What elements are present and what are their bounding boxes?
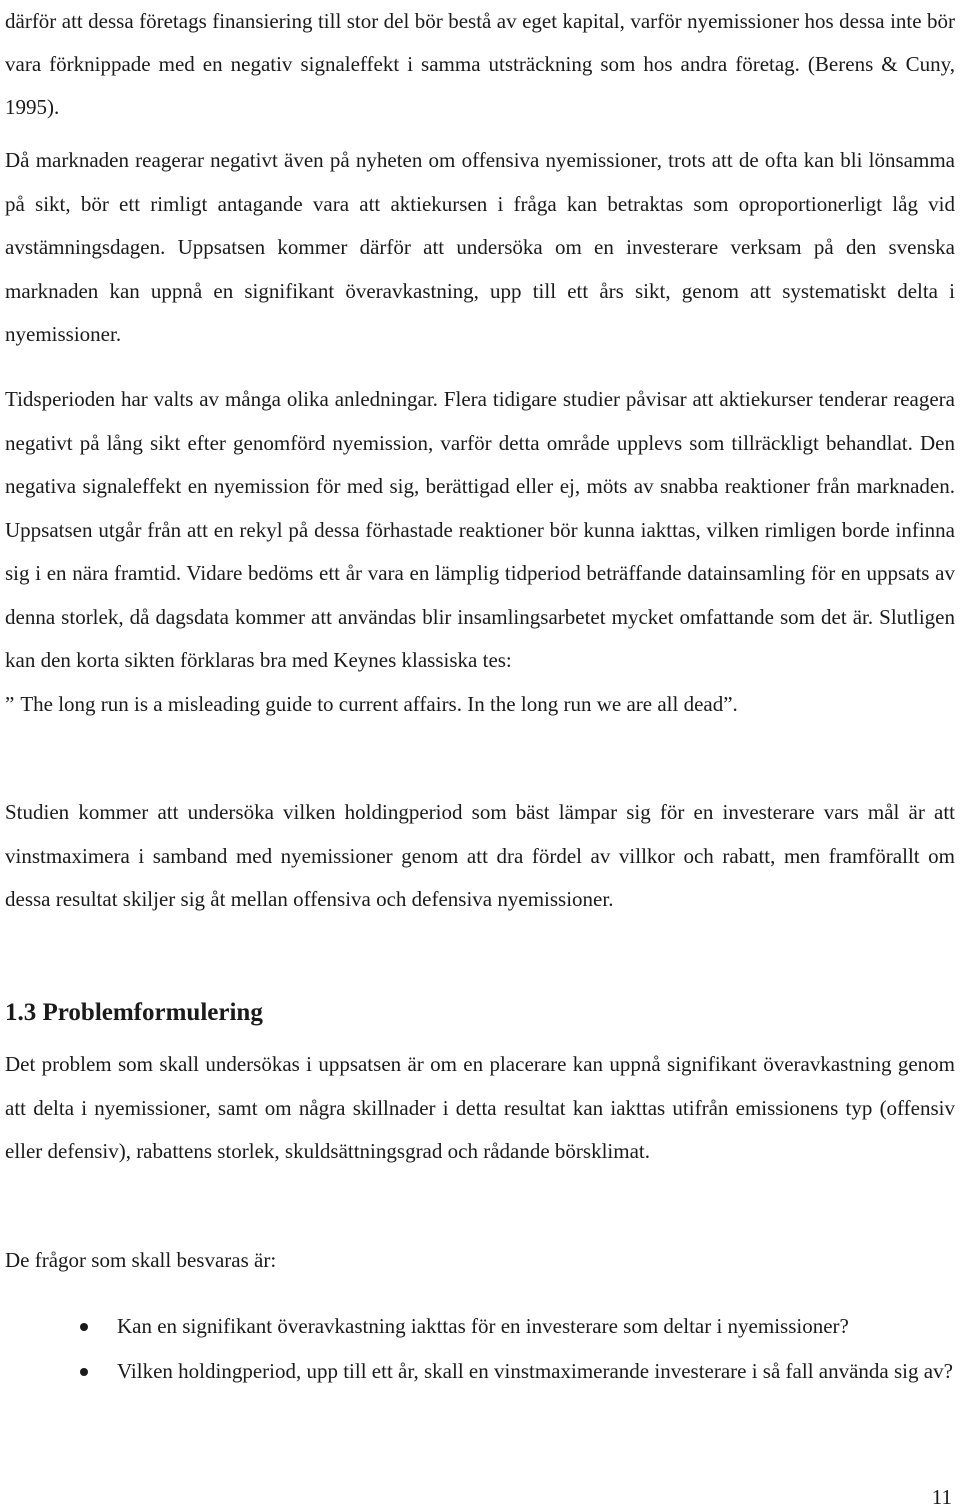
list-item bbox=[0, 1350, 955, 1394]
list-item bbox=[0, 1305, 955, 1349]
paragraph-questions-intro: De frågor som skall besvaras är: bbox=[5, 1248, 277, 1272]
section-heading: 1.3 Problemformulering bbox=[5, 999, 263, 1026]
questions-list bbox=[0, 1305, 960, 1394]
page-number: 11 bbox=[931, 1485, 952, 1509]
paragraph-time-period-text: Tidsperioden har valts av många olika anledningar. Flera tidigare studier påvisar att aktiekurser tenderar reagera negativt på lång sikt efter genomförd nyemission, varför detta område upplevs som tillräckligt behandlat. Den negativa signaleffekt en nyemission för med sig, berättigad eller ej, möts av snabba reaktioner från marknaden. Uppsatsen utgår från att en rekyl på dessa förhastade reaktioner bör kunna iakttas, vilken rimligen borde infinna sig i en nära framtid. Vidare bedöms ett år vara en lämplig tidperiod beträffande datainsamling för en uppsats av denna storlek, då dagsdata kommer att användas blir insamlingsarbetet mycket omfattande som det är. Slutligen kan den korta sikten förklaras bra med Keynes klassiska tes: bbox=[5, 387, 955, 672]
paragraph-time-period bbox=[5, 378, 955, 726]
keynes-quote: The long run is a misleading guide to current affairs. In the long run we are all dead bbox=[20, 691, 724, 716]
quote-close-mark: ”. bbox=[723, 691, 738, 716]
question-text: Kan en signifikant överavkastning iakttas för en investerare som deltar i nyemissioner? bbox=[117, 1314, 849, 1338]
quote-open-mark: ” bbox=[5, 691, 15, 716]
paragraph-hypothesis: Då marknaden reagerar negativt även på nyheten om offensiva nyemissioner, trots att de ofta kan bli lönsamma på sikt, bör ett rimligt antagande vara att aktiekursen i fråga kan betraktas som oproportionerligt låg vid avstämningsdagen. Uppsatsen kommer därför att undersöka om en investerare verksam på den svenska marknaden kan uppnå en signifikant överavkastning, upp till ett års sikt, genom att systematiskt delta i nyemissioner. bbox=[5, 148, 955, 346]
paragraph-study-aim: Studien kommer att undersöka vilken holdingperiod som bäst lämpar sig för en investerare vars mål är att vinstmaximera i samband med nyemissioner genom att dra fördel av villkor och rabatt, men framförallt om dessa resultat skiljer sig åt mellan offensiva och defensiva nyemissioner. bbox=[5, 800, 955, 911]
bullet-icon bbox=[80, 1368, 88, 1376]
paragraph-continuation: därför att dessa företags finansiering till stor del bör bestå av eget kapital, varför nyemissioner hos dessa inte bör vara förknippade med en negativ signaleffekt i samma utsträckning som hos andra företag. (Berens & Cuny, 1995). bbox=[5, 9, 955, 119]
question-text: Vilken holdingperiod, upp till ett år, skall en vinstmaximerande investerare i så fall använda sig av? bbox=[117, 1358, 953, 1383]
paragraph-problem: Det problem som skall undersökas i uppsatsen är om en placerare kan uppnå signifikant överavkastning genom att delta i nyemissioner, samt om några skillnader i detta resultat kan iakttas utifrån emissionens typ (offensiv eller defensiv), rabattens storlek, skuldsättningsgrad och rådande börsklimat. bbox=[5, 1052, 955, 1163]
bullet-icon bbox=[80, 1323, 88, 1331]
